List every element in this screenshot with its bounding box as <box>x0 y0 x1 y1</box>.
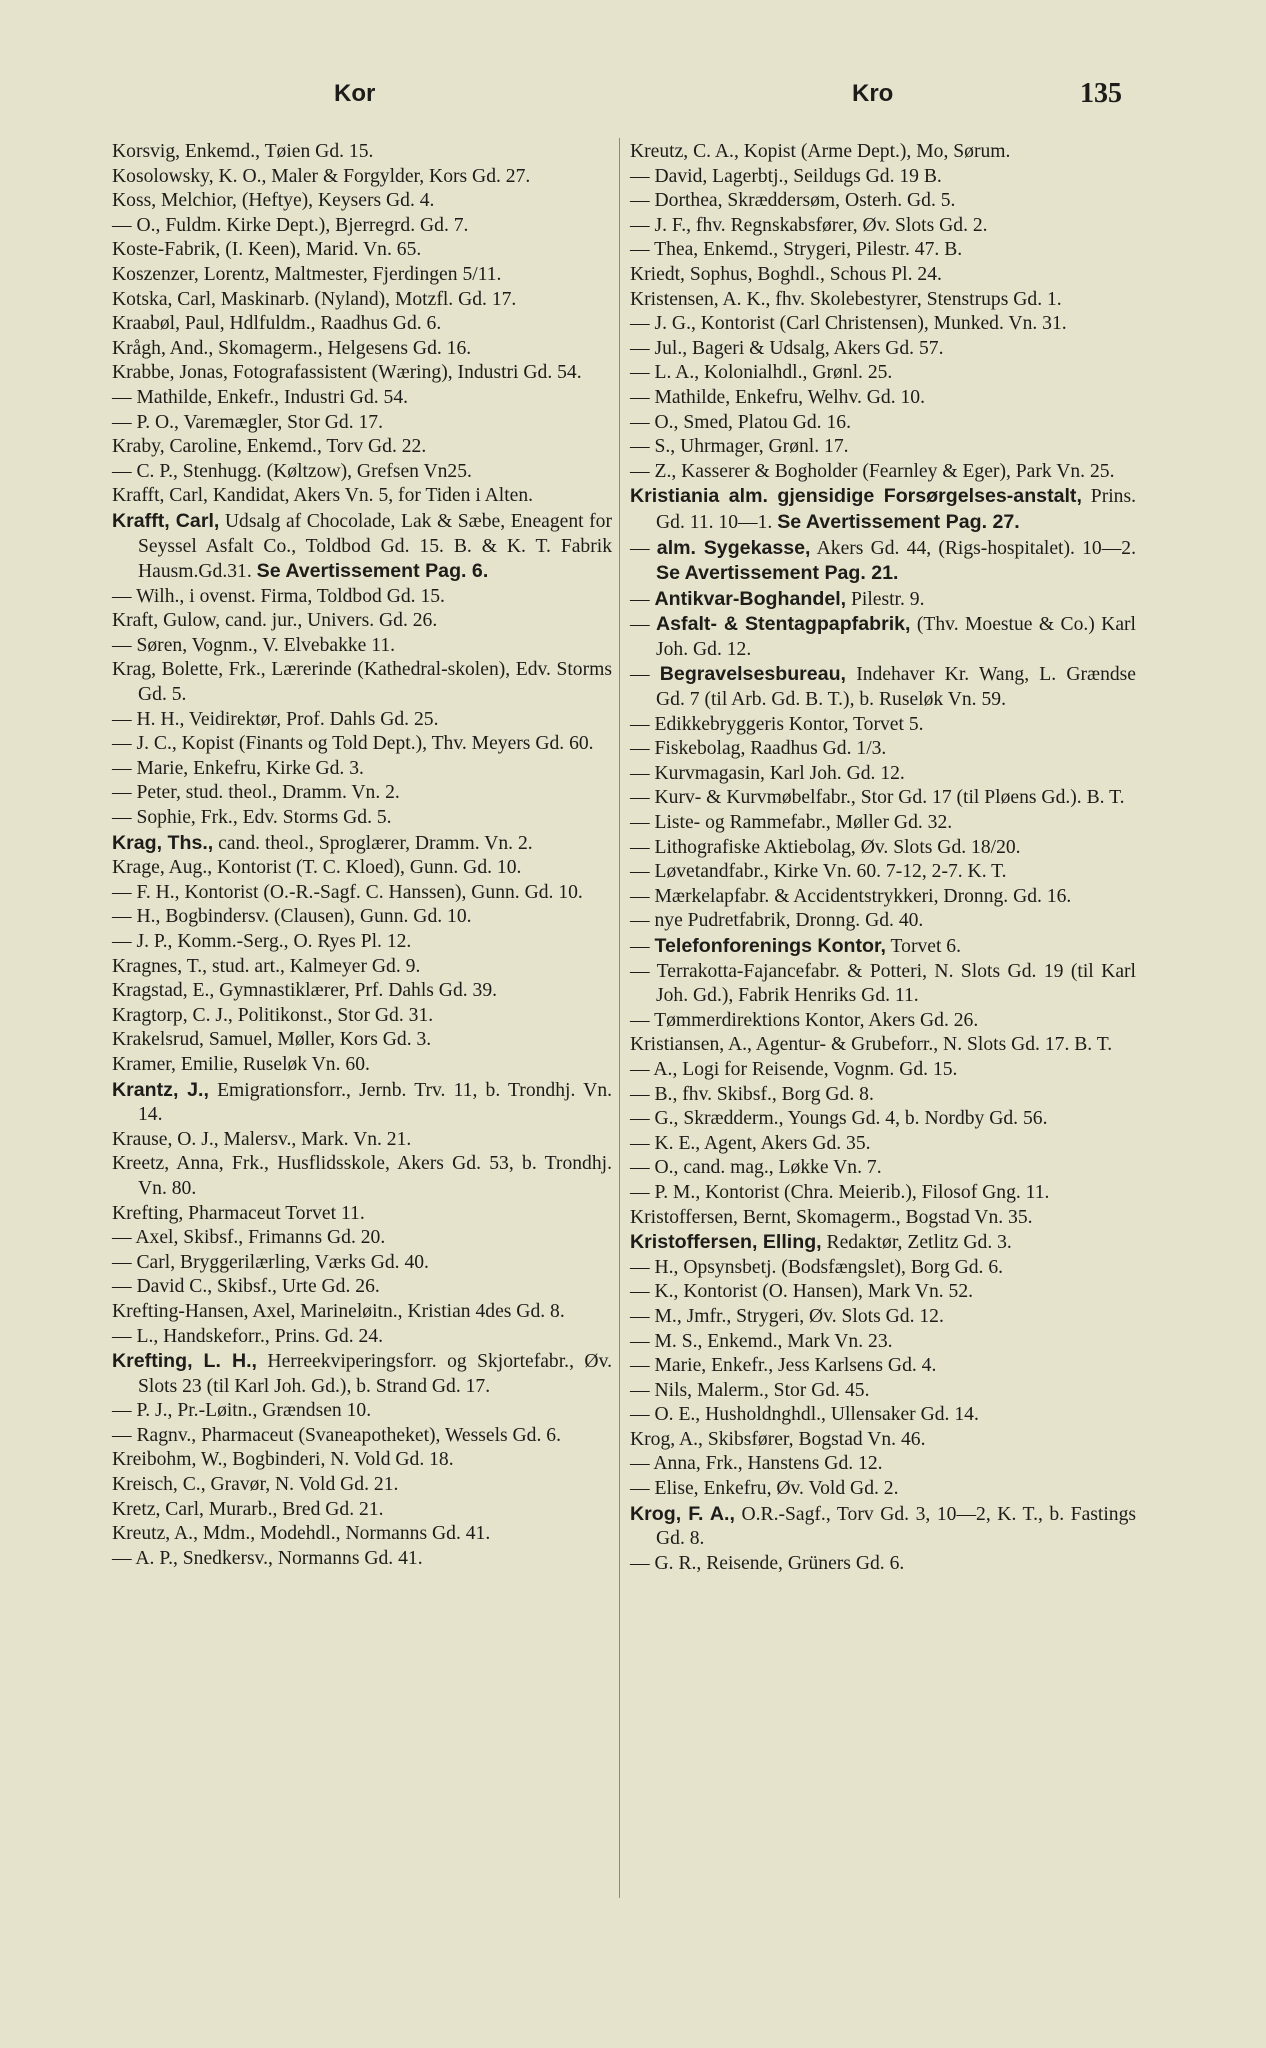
directory-entry <box>112 1522 612 1547</box>
entry-text: Kriedt, Sophus, Boghdl., Schous Pl. 24. <box>630 263 942 285</box>
directory-entry <box>112 634 612 659</box>
entry-text: O.R.-Sagf., Torv Gd. 3, 10—2, K. T., b. Fastings Gd. 8. <box>656 1503 1136 1550</box>
directory-entry <box>630 1354 1136 1379</box>
entry-text: Krefting, Pharmaceut Torvet 11. <box>112 1202 365 1224</box>
entry-text: — M., Jmfr., Strygeri, Øv. Slots Gd. 12. <box>630 1305 944 1327</box>
directory-entry <box>630 1477 1136 1502</box>
entry-text: Korsvig, Enkemd., Tøien Gd. 15. <box>112 141 374 162</box>
directory-entry <box>630 1230 1136 1256</box>
entry-text: — G., Skrædderm., Youngs Gd. 4, b. Nordby Gd. 56. <box>630 1108 1048 1130</box>
directory-entry <box>630 762 1136 787</box>
entry-text: — David C., Skibsf., Urte Gd. 26. <box>112 1276 380 1298</box>
entry-name-bold: Krog, F. A., <box>630 1502 735 1525</box>
directory-entry <box>112 1275 612 1300</box>
entry-text: — F. H., Kontorist (O.-R.-Sagf. C. Hanssen), Gunn. Gd. 10. <box>112 881 583 903</box>
entry-text: Kraby, Caroline, Enkemd., Torv Gd. 22. <box>112 436 427 458</box>
directory-entry <box>112 930 612 955</box>
directory-entry <box>112 979 612 1004</box>
entry-text: Kreisch, C., Gravør, N. Vold Gd. 21. <box>112 1474 399 1496</box>
entry-text: — Thea, Enkemd., Strygeri, Pilestr. 47. B. <box>630 239 963 261</box>
entry-text: — P. O., Varemægler, Stor Gd. 17. <box>112 411 383 433</box>
directory-entry <box>112 732 612 757</box>
entry-text: — Mathilde, Enkefru, Welhv. Gd. 10. <box>630 386 925 408</box>
entry-text: Kreetz, Anna, Frk., Husflidsskole, Akers Gd. 53, b. Trondhj. Vn. 80. <box>112 1153 612 1199</box>
directory-entry <box>630 1379 1136 1404</box>
entry-text: — Wilh., i ovenst. Firma, Toldbod Gd. 15. <box>112 585 445 607</box>
entry-text: — J. P., Komm.-Serg., O. Ryes Pl. 12. <box>112 931 412 952</box>
directory-entry <box>630 737 1136 762</box>
entry-text: — Edikkebryggeris Kontor, Torvet 5. <box>630 713 924 735</box>
directory-entry <box>112 1128 612 1153</box>
directory-entry <box>112 1226 612 1251</box>
directory-entry <box>112 1300 612 1325</box>
entry-text: cand. theol., Sproglærer, Dramm. Vn. 2. <box>213 832 533 854</box>
directory-entry <box>112 955 612 980</box>
directory-entry <box>630 263 1136 288</box>
entry-text: Krågh, And., Skomagerm., Helgesens Gd. 16. <box>112 337 472 359</box>
entry-text: — Kurvmagasin, Karl Joh. Gd. 12. <box>630 762 905 784</box>
directory-entry <box>112 1053 612 1078</box>
directory-entry <box>630 288 1136 313</box>
entry-text: Kraabøl, Paul, Hdlfuldm., Raadhus Gd. 6. <box>112 313 442 335</box>
entry-text: — A. P., Snedkersv., Normanns Gd. 41. <box>112 1547 423 1569</box>
directory-entry <box>112 411 612 436</box>
entry-name-bold: Asfalt- & Stentagpapfabrik, <box>656 613 911 636</box>
entry-text: Koss, Melchior, (Heftye), Keysers Gd. 4. <box>112 190 435 212</box>
column-divider <box>619 138 620 1898</box>
entry-text: Torvet 6. <box>886 936 961 957</box>
directory-entry <box>630 312 1136 337</box>
directory-entry <box>630 484 1136 535</box>
entry-text: — Dorthea, Skræddersøm, Osterh. Gd. 5. <box>630 190 956 212</box>
entry-text: Redaktør, Zetlitz Gd. 3. <box>821 1232 1012 1254</box>
entry-text: — Sophie, Frk., Edv. Storms Gd. 5. <box>112 807 392 829</box>
entry-text: — Mathilde, Enkefr., Industri Gd. 54. <box>112 386 409 408</box>
entry-dash: — <box>630 936 655 957</box>
directory-entry <box>112 312 612 337</box>
entry-text: Kreutz, A., Mdm., Modehdl., Normanns Gd. 41. <box>112 1523 491 1545</box>
directory-entry <box>112 238 612 263</box>
entry-text: — Marie, Enkefr., Jess Karlsens Gd. 4. <box>630 1355 937 1377</box>
directory-entry <box>630 435 1136 460</box>
entry-advert-ref: Se Avertissement Pag. 27. <box>777 510 1020 533</box>
directory-entry <box>630 1156 1136 1181</box>
entry-name-bold: Kristoffersen, Elling, <box>630 1231 822 1254</box>
entry-text: — S., Uhrmager, Grønl. 17. <box>630 436 849 458</box>
directory-entry <box>112 1078 612 1128</box>
entry-text: — nye Pudretfabrik, Dronng. Gd. 40. <box>630 910 924 932</box>
entry-text: Pilestr. 9. <box>846 588 925 610</box>
directory-entry <box>630 786 1136 811</box>
directory-entry <box>112 460 612 485</box>
directory-entry <box>112 757 612 782</box>
entry-text: — Peter, stud. theol., Dramm. Vn. 2. <box>112 782 400 804</box>
entry-text: — G. R., Reisende, Grüners Gd. 6. <box>630 1552 905 1574</box>
entry-text: — Anna, Frk., Hanstens Gd. 12. <box>630 1453 883 1475</box>
directory-entry <box>112 1202 612 1227</box>
entry-text: Kreibohm, W., Bogbinderi, N. Vold Gd. 18. <box>112 1449 454 1471</box>
directory-entry <box>630 214 1136 239</box>
entry-name-bold: Krafft, Carl, <box>112 509 220 532</box>
entry-text: — P. M., Kontorist (Chra. Meierib.), Filosof Gng. 11. <box>630 1181 1050 1203</box>
directory-entry <box>630 386 1136 411</box>
directory-entry <box>112 708 612 733</box>
entry-text: Krog, A., Skibsfører, Bogstad Vn. 46. <box>630 1428 926 1450</box>
entry-text: — H., Opsynsbetj. (Bodsfængslet), Borg Gd. 6. <box>630 1256 1004 1278</box>
directory-entry <box>630 836 1136 861</box>
entry-name-bold: Krefting, L. H., <box>112 1350 257 1373</box>
directory-entry <box>630 713 1136 738</box>
directory-entry <box>630 1428 1136 1453</box>
entry-text: — C. P., Stenhugg. (Køltzow), Grefsen Vn25. <box>112 460 472 482</box>
directory-entry <box>112 189 612 214</box>
entry-text: — Jul., Bageri & Udsalg, Akers Gd. 57. <box>630 337 944 359</box>
entry-name-bold: Begravelsesbureau, <box>659 663 847 686</box>
entry-dash: — <box>630 588 655 610</box>
right-column <box>630 140 1136 1576</box>
directory-entry <box>112 288 612 313</box>
directory-entry <box>112 1473 612 1498</box>
entry-text: Krag, Bolette, Frk., Lærerinde (Kathedral-skolen), Edv. Storms Gd. 5. <box>112 659 612 706</box>
header-left-word: Kor <box>334 80 376 107</box>
entry-dash: — <box>630 537 657 559</box>
directory-entry <box>630 1502 1136 1552</box>
directory-entry <box>630 361 1136 386</box>
entry-text: Kraft, Gulow, cand. jur., Univers. Gd. 26. <box>112 610 438 632</box>
directory-entry <box>112 214 612 239</box>
directory-entry <box>112 1547 612 1572</box>
header-right-word: Kro <box>852 80 894 107</box>
entry-advert-ref: Se Avertissement Pag. 21. <box>656 562 899 585</box>
directory-entry <box>630 1305 1136 1330</box>
page-header <box>0 80 1266 120</box>
directory-entry <box>112 1349 612 1399</box>
entry-text: — Liste- og Rammefabr., Møller Gd. 32. <box>630 812 953 834</box>
entry-advert-ref: Se Avertissement Pag. 6. <box>256 560 489 583</box>
directory-entry <box>630 1083 1136 1108</box>
entry-text: Kragtorp, C. J., Politikonst., Stor Gd. 31. <box>112 1004 434 1026</box>
directory-entry <box>630 1552 1136 1577</box>
directory-entry <box>112 905 612 930</box>
entry-text: — J. F., fhv. Regnskabsfører, Øv. Slots Gd. 2. <box>630 214 988 236</box>
entry-text: — Marie, Enkefru, Kirke Gd. 3. <box>112 757 364 779</box>
directory-entry <box>630 909 1136 934</box>
directory-entry <box>630 460 1136 485</box>
entry-name-bold: Krantz, J., <box>112 1078 209 1101</box>
entry-text: — J. G., Kontorist (Carl Christensen), Munked. Vn. 31. <box>630 313 1067 335</box>
entry-text: — O., Smed, Platou Gd. 16. <box>630 411 851 433</box>
entry-text: Emigrationsforr., Jernb. Trv. 11, b. Trondhj. Vn. 14. <box>138 1079 613 1126</box>
directory-entry <box>630 1452 1136 1477</box>
directory-entry <box>630 1256 1136 1281</box>
entry-text: — K., Kontorist (O. Hansen), Mark Vn. 52. <box>630 1281 974 1303</box>
entry-text: Kragstad, E., Gymnastiklærer, Prf. Dahls Gd. 39. <box>112 980 498 1002</box>
entry-text: — P. J., Pr.-Løitn., Grændsen 10. <box>112 1400 372 1422</box>
entry-text: Indehaver Kr. Wang, L. Grændse Gd. 7 (til Arb. Gd. B. T.), b. Ruseløk Vn. 59. <box>656 664 1136 711</box>
directory-entry <box>630 662 1136 712</box>
directory-entry <box>630 1206 1136 1231</box>
left-column <box>112 140 612 1571</box>
directory-entry <box>112 1498 612 1523</box>
entry-text: — Fiskebolag, Raadhus Gd. 1/3. <box>630 738 887 760</box>
directory-entry <box>630 612 1136 662</box>
directory-entry <box>630 1403 1136 1428</box>
directory-entry <box>112 1448 612 1473</box>
directory-entry <box>112 831 612 857</box>
directory-entry <box>630 934 1136 960</box>
directory-entry <box>630 1058 1136 1083</box>
entry-text: — B., fhv. Skibsf., Borg Gd. 8. <box>630 1083 874 1105</box>
entry-text: — M. S., Enkemd., Mark Vn. 23. <box>630 1330 893 1352</box>
entry-text: — Løvetandfabr., Kirke Vn. 60. 7-12, 2-7. K. T. <box>630 861 1007 883</box>
entry-text: Krage, Aug., Kontorist (T. C. Kloed), Gunn. Gd. 10. <box>112 857 522 879</box>
entry-text: Kotska, Carl, Maskinarb. (Nyland), Motzfl. Gd. 17. <box>112 288 517 310</box>
directory-entry <box>112 386 612 411</box>
entry-text: — L., Handskeforr., Prins. Gd. 24. <box>112 1325 384 1347</box>
entry-text: Kristensen, A. K., fhv. Skolebestyrer, Stenstrups Gd. 1. <box>630 288 1062 310</box>
entry-dash: — <box>630 664 660 686</box>
directory-entry <box>630 1107 1136 1132</box>
entry-text: — H., Bogbindersv. (Clausen), Gunn. Gd. 10. <box>112 906 472 928</box>
directory-entry <box>112 585 612 610</box>
entry-text: — Kurv- & Kurvmøbelfabr., Stor Gd. 17 (til Pløens Gd.). B. T. <box>630 787 1125 809</box>
entry-text: Koste-Fabrik, (I. Keen), Marid. Vn. 65. <box>112 239 422 261</box>
entry-text: — O., Fuldm. Kirke Dept.), Bjerregrd. Gd. 7. <box>112 214 469 236</box>
entry-text: Kramer, Emilie, Ruseløk Vn. 60. <box>112 1053 370 1075</box>
entry-text: Kreutz, C. A., Kopist (Arme Dept.), Mo, Sørum. <box>630 141 1011 162</box>
entry-text: — Ragnv., Pharmaceut (Svaneapotheket), Wessels Gd. 6. <box>112 1424 561 1446</box>
entry-text: Udsalg af Chocolade, Lak & Sæbe, Eneagent for Seyssel Asfalt Co., Toldbod Gd. 15. B. & K. T. Fabrik Hausm.Gd.31. <box>138 510 612 583</box>
directory-entry <box>630 411 1136 436</box>
entry-text: Kragnes, T., stud. art., Kalmeyer Gd. 9. <box>112 955 421 977</box>
directory-entry <box>112 658 612 707</box>
entry-text: — A., Logi for Reisende, Vognm. Gd. 15. <box>630 1058 958 1080</box>
entry-text: Krause, O. J., Malersv., Mark. Vn. 21. <box>112 1128 412 1150</box>
entry-text: — David, Lagerbtj., Seildugs Gd. 19 B. <box>630 165 942 187</box>
entry-text: Kosolowsky, K. O., Maler & Forgylder, Kors Gd. 27. <box>112 165 531 187</box>
entry-text: — K. E., Agent, Akers Gd. 35. <box>630 1132 871 1154</box>
directory-entry <box>112 361 612 386</box>
directory-entry <box>112 1251 612 1276</box>
directory-entry <box>630 1033 1136 1058</box>
directory-entry <box>112 165 612 190</box>
directory-entry <box>630 1280 1136 1305</box>
entry-text: — Terrakotta-Fajancefabr. & Potteri, N. Slots Gd. 19 (til Karl Joh. Gd.), Fabrik Henriks Gd. 11. <box>630 960 1136 1007</box>
directory-entry <box>630 1330 1136 1355</box>
entry-text: — J. C., Kopist (Finants og Told Dept.), Thv. Meyers Gd. 60. <box>112 733 594 755</box>
entry-text: Kristoffersen, Bernt, Skomagerm., Bogstad Vn. 35. <box>630 1206 1033 1228</box>
entry-text: Krefting-Hansen, Axel, Marineløitn., Kristian 4des Gd. 8. <box>112 1300 565 1322</box>
entry-text: Akers Gd. 44, (Rigs-hospitalet). 10—2. <box>810 537 1136 559</box>
entry-text: — Mærkelapfabr. & Accidentstrykkeri, Dronng. Gd. 16. <box>630 885 1072 907</box>
entry-text: Herreekviperingsforr. og Skjortefabr., Øv. Slots 23 (til Karl Joh. Gd.), b. Strand Gd. 17. <box>138 1351 612 1397</box>
directory-entry <box>630 337 1136 362</box>
directory-entry <box>630 1009 1136 1034</box>
directory-entry <box>630 885 1136 910</box>
directory-entry <box>112 484 612 509</box>
directory-entry <box>630 960 1136 1009</box>
entry-text: Krakelsrud, Samuel, Møller, Kors Gd. 3. <box>112 1029 432 1051</box>
entry-text: — Axel, Skibsf., Frimanns Gd. 20. <box>112 1227 386 1249</box>
directory-entry <box>630 860 1136 885</box>
entry-text: — Søren, Vognm., V. Elvebakke 11. <box>112 634 396 656</box>
entry-text: Koszenzer, Lorentz, Maltmester, Fjerdingen 5/11. <box>112 263 502 285</box>
entry-name-bold: Krag, Ths., <box>112 831 214 854</box>
directory-entry <box>112 1325 612 1350</box>
directory-entry <box>112 856 612 881</box>
directory-entry <box>112 435 612 460</box>
directory-entry <box>112 1399 612 1424</box>
entry-text: — L. A., Kolonialhdl., Grønl. 25. <box>630 362 893 384</box>
directory-entry <box>630 587 1136 613</box>
directory-entry <box>112 609 612 634</box>
directory-entry <box>630 189 1136 214</box>
entry-text: — O., cand. mag., Løkke Vn. 7. <box>630 1157 882 1179</box>
page-number: 135 <box>1080 78 1122 109</box>
entry-text: Prins. Gd. 11. 10—1. <box>656 486 1136 533</box>
entry-text: — Carl, Bryggerilærling, Værks Gd. 40. <box>112 1251 429 1273</box>
entry-name-bold: Kristiania alm. gjensidige Forsørgelses-anstalt, <box>630 485 1082 508</box>
directory-entry <box>630 1181 1136 1206</box>
directory-entry <box>630 165 1136 190</box>
entry-text: Kretz, Carl, Murarb., Bred Gd. 21. <box>112 1498 384 1520</box>
entry-text: Krabbe, Jonas, Fotografassistent (Wæring), Industri Gd. 54. <box>112 362 582 384</box>
directory-entry <box>112 781 612 806</box>
entry-text: — H. H., Veidirektør, Prof. Dahls Gd. 25. <box>112 708 439 730</box>
entry-text: Krafft, Carl, Kandidat, Akers Vn. 5, for Tiden i Alten. <box>112 485 534 507</box>
entry-text: — O. E., Husholdnghdl., Ullensaker Gd. 14. <box>630 1404 979 1426</box>
directory-entry <box>112 140 612 165</box>
directory-entry <box>112 1004 612 1029</box>
entry-text: — Elise, Enkefru, Øv. Vold Gd. 2. <box>630 1478 899 1500</box>
entry-text: — Z., Kasserer & Bogholder (Fearnley & Eger), Park Vn. 25. <box>630 460 1115 482</box>
directory-entry <box>112 1424 612 1449</box>
entry-name-bold: Antikvar-Boghandel, <box>654 587 847 610</box>
directory-entry <box>112 1152 612 1201</box>
entry-dash: — <box>630 614 656 636</box>
directory-entry <box>112 263 612 288</box>
directory-entry <box>630 140 1136 165</box>
directory-entry <box>112 806 612 831</box>
directory-entry <box>630 811 1136 836</box>
entry-text: (Thv. Moestue & Co.) Karl Joh. Gd. 12. <box>656 614 1136 660</box>
entry-name-bold: Telefonforenings Kontor, <box>654 935 886 957</box>
directory-entry <box>112 509 612 585</box>
directory-entry <box>630 238 1136 263</box>
directory-entry <box>630 1132 1136 1157</box>
entry-text: — Tømmerdirektions Kontor, Akers Gd. 26. <box>630 1009 979 1031</box>
directory-entry <box>112 337 612 362</box>
entry-name-bold: alm. Sygekasse, <box>656 536 811 559</box>
entry-text: — Nils, Malerm., Stor Gd. 45. <box>630 1379 870 1401</box>
entry-text: — Lithografiske Aktiebolag, Øv. Slots Gd. 18/20. <box>630 836 1021 858</box>
directory-entry <box>630 536 1136 587</box>
directory-entry <box>112 881 612 906</box>
entry-text: Kristiansen, A., Agentur- & Grubeforr., N. Slots Gd. 17. B. T. <box>630 1034 1113 1056</box>
directory-entry <box>112 1028 612 1053</box>
